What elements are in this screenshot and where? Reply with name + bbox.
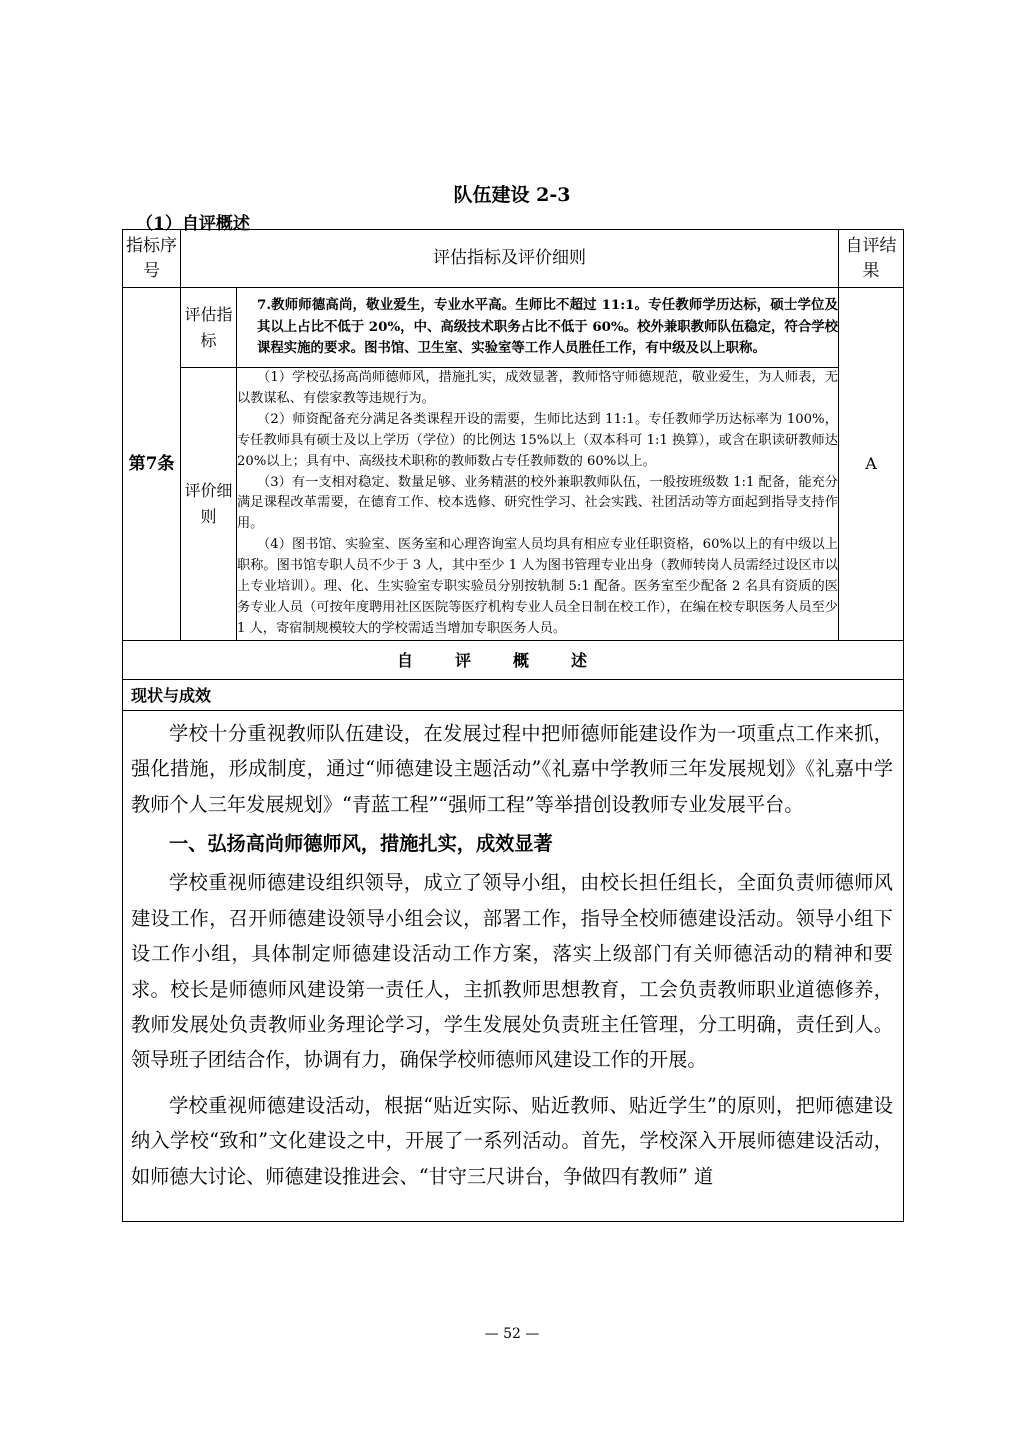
body-heading: 一、弘扬高尚师德师风，措施扎实，成效显著 [169, 832, 553, 855]
header-result: 自评结果 [839, 230, 904, 288]
page-number: — 52 — [484, 1326, 540, 1342]
page-title: 队伍建设 2-3 [453, 184, 571, 206]
item-number: 第7条 [123, 288, 181, 641]
detail-item: （4）图书馆、实验室、医务室和心理咨询室人员均具有相应专业任职资格，60%以上的有中级以上职称。图书馆专职人员不少于 3 人，其中至少 1 人为图书管理专业出身（教师转岗人员需经过设区市以上专业培训）。理、化、生实验室专职实验员分别按轨制 5:1 配备。医务室至少配备 2 名具有资质的医务专业人员（可按年度聘用社区医院等医疗机构专业人员全日制在校工作），在编在校专职医务人员至少 1 人，寄宿制规模较大的学校需适当增加专职医务人员。 [237, 537, 838, 636]
detail-list [237, 368, 839, 641]
result-value: A [839, 288, 904, 641]
body-paragraph: 学校重视师德建设组织领导，成立了领导小组，由校长担任组长，全面负责师德师风建设工作，召开师德建设领导小组会议，部署工作，指导全校师德建设活动。领导小组下设工作小组，具体制定师德建设活动工作方案，落实上级部门有关师德活动的精神和要求。校长是师德师风建设第一责任人，主抓教师思想教育，工会负责教师职业道德修养，教师发展处负责教师业务理论学习，学生发展处负责班主任管理，分工明确，责任到人。领导班子团结合作，协调有力，确保学校师德师风建设工作的开展。 [131, 871, 893, 1072]
section-subtitle: （1）自评概述 [136, 214, 250, 234]
indicator-text-content: 7.教师师德高尚，敬业爱生，专业水平高。生师比不超过 11:1。专任教师学历达标，硕士学位及其以上占比不低于 20%，中、高级技术职务占比不低于 60%。校外兼职教师队伍稳定，符合学校课程实施的要求。图书馆、卫生室、实验室等工作人员胜任工作，有中级及以上职称。 [257, 297, 838, 357]
detail-item: （1）学校弘扬高尚师德师风，措施扎实，成效显著，教师恪守师德规范，敬业爱生，为人师表，无以教谋私、有偿家教等违规行为。 [237, 370, 838, 406]
evaluation-table [122, 229, 904, 1222]
indicator-text [237, 288, 839, 368]
body-paragraph: 学校重视师德建设活动，根据“贴近实际、贴近教师、贴近学生”的原则，把师德建设纳入学校“致和”文化建设之中，开展了一系列活动。首先，学校深入开展师德建设活动，如师德大讨论、师德建设推进会、“甘守三尺讲台，争做四有教师” 道 [131, 1093, 893, 1188]
status-header: 现状与成效 [123, 679, 904, 710]
detail-item: （3）有一支相对稳定、数量足够、业务精湛的校外兼职教师队伍，一般按班级数 1:1 配备，能充分满足课程改革需要，在德育工作、校本选修、研究性学习、社会实践、社团活动等方面起到指导支持作用。 [237, 474, 838, 532]
detail-item: （2）师资配备充分满足各类课程开设的需要，生师比达到 11:1。专任教师学历达标率为 100%，专任教师具有硕士及以上学历（学位）的比例达 15%以上（双本科可 1:1 换算），或含在职读研教师达 20%以上；具有中、高级技术职称的教师数占专任教师数的 60%以上。 [237, 411, 838, 469]
header-index: 指标序号 [123, 230, 181, 288]
body-text [123, 710, 904, 1221]
detail-label: 评价细则 [181, 368, 237, 641]
self-eval-header: 自评概述 [123, 640, 904, 679]
header-criteria: 评估指标及评价细则 [181, 230, 839, 288]
indicator-label: 评估指标 [181, 288, 237, 368]
body-paragraph: 学校十分重视教师队伍建设，在发展过程中把师德师能建设作为一项重点工作来抓，强化措施，形成制度，通过“师德建设主题活动”《礼嘉中学教师三年发展规划》《礼嘉中学教师个人三年发展规划》“青蓝工程”“强师工程”等举措创设教师专业发展平台。 [131, 721, 893, 816]
